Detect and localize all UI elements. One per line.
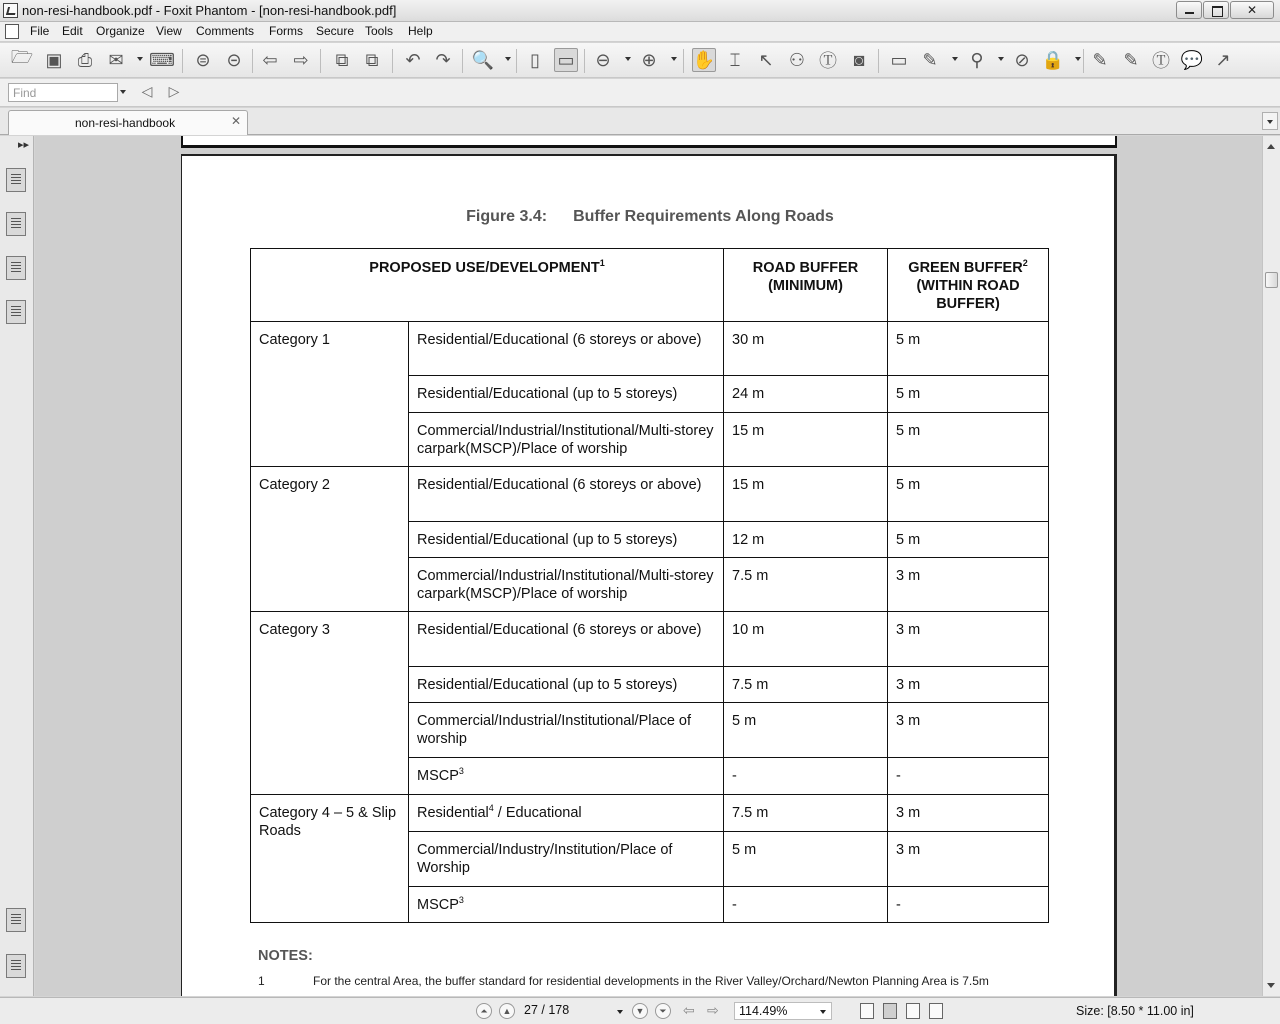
- buffer-requirements-table: [250, 248, 1049, 923]
- category-cell: Category 4 – 5 & Slip Roads: [251, 795, 409, 923]
- menu-file[interactable]: File: [30, 24, 50, 38]
- road-buffer-cell: 10 m: [724, 612, 888, 667]
- green-buffer-cell: 5 m: [888, 522, 1049, 558]
- close-tab-icon[interactable]: ✕: [230, 114, 241, 128]
- green-buffer-cell: 3 m: [888, 667, 1049, 703]
- green-buffer-cell: 5 m: [888, 467, 1049, 522]
- note-comment-icon[interactable]: 💬: [1180, 49, 1204, 70]
- green-buffer-cell: 5 m: [888, 322, 1049, 376]
- document-tab-label: non-resi-handbook: [75, 116, 176, 130]
- zoom-out-dropdown-icon[interactable]: [625, 57, 631, 61]
- zoom-tool-dropdown-icon[interactable]: [505, 57, 511, 61]
- green-buffer-cell: 5 m: [888, 376, 1049, 413]
- menu-bar: [0, 22, 1280, 42]
- email-dropdown-icon[interactable]: [137, 57, 143, 61]
- signatures-panel-icon[interactable]: [6, 256, 26, 280]
- last-page-icon[interactable]: ⏷: [655, 1003, 671, 1019]
- typewriter-icon[interactable]: Ⓣ: [819, 51, 837, 71]
- menu-help[interactable]: Help: [408, 24, 433, 38]
- zoom-level-field[interactable]: 114.49%: [734, 1002, 832, 1020]
- figure-caption: Buffer Requirements Along Roads: [573, 208, 834, 225]
- document-tab-strip: [0, 108, 1280, 135]
- scroll-up-icon[interactable]: [1267, 144, 1275, 149]
- page-number-dropdown-icon[interactable]: [617, 1010, 623, 1014]
- use-cell: Commercial/Industrial/Institutional/Place of worship: [409, 703, 724, 758]
- lock-dropdown-icon[interactable]: [1075, 57, 1081, 61]
- figure-number: Figure 3.4:: [466, 208, 548, 225]
- open-icon[interactable]: 🗁: [10, 47, 34, 67]
- use-cell: MSCP$^3$: [409, 887, 724, 923]
- toolbar-separator: [462, 49, 463, 73]
- find-bar: [0, 79, 1280, 107]
- foxit-app-icon[interactable]: [3, 3, 18, 18]
- green-buffer-cell: 3 m: [888, 612, 1049, 667]
- toolbar-separator: [320, 49, 321, 73]
- print-icon[interactable]: ⎙: [77, 49, 93, 70]
- road-buffer-cell: -: [724, 758, 888, 795]
- forward-arrow-icon[interactable]: ⇨: [293, 49, 309, 70]
- use-cell: Residential/Educational (6 storeys or above): [409, 612, 724, 667]
- select-pointer-icon[interactable]: ↖: [758, 49, 774, 70]
- stamp-area-icon[interactable]: ▭: [890, 49, 908, 70]
- sign-stamp-dropdown-icon[interactable]: [998, 57, 1004, 61]
- note-item: [258, 974, 1048, 988]
- road-buffer-cell: 7.5 m: [724, 795, 888, 832]
- table-row: [251, 612, 1049, 667]
- find-dropdown-icon[interactable]: [120, 90, 126, 94]
- extract-pages-icon[interactable]: ⧉: [365, 49, 379, 70]
- continuous-facing-icon[interactable]: [929, 1003, 943, 1019]
- road-buffer-cell: 7.5 m: [724, 667, 888, 703]
- pages-panel-icon[interactable]: [6, 168, 26, 192]
- scroll-thumb[interactable]: [1265, 272, 1278, 288]
- figure-title: [182, 208, 1118, 226]
- back-arrow-icon[interactable]: ⇦: [262, 49, 278, 70]
- category-cell: Category 2: [251, 467, 409, 612]
- sign-stamp-icon[interactable]: ⚲: [970, 49, 984, 70]
- window-title: non-resi-handbook.pdf - Foxit Phantom - [non-resi-handbook.pdf]: [22, 3, 397, 18]
- toolbar-separator: [252, 49, 253, 73]
- next-view-icon[interactable]: ⇨: [707, 1002, 719, 1018]
- redo-icon[interactable]: ↷: [435, 49, 451, 70]
- tab-list-dropdown-icon[interactable]: [1262, 112, 1278, 130]
- menu-view[interactable]: View: [156, 24, 182, 38]
- fit-page-icon[interactable]: ▯: [530, 49, 540, 70]
- continuous-page-icon[interactable]: [883, 1003, 897, 1019]
- email-icon[interactable]: ✉: [108, 49, 124, 70]
- table-row: [251, 322, 1049, 376]
- use-cell: Residential$^4$ / Educational: [409, 795, 724, 832]
- zoom-tool-icon[interactable]: 🔍: [471, 49, 495, 70]
- toolbar-separator: [1083, 49, 1084, 73]
- text-box-icon[interactable]: Ⓣ: [1152, 51, 1170, 71]
- toolbar-separator: [182, 49, 183, 73]
- previous-page-button-icon[interactable]: ▲: [499, 1003, 515, 1019]
- zoom-in-dropdown-icon[interactable]: [671, 57, 677, 61]
- scan-icon[interactable]: ⌨: [149, 49, 175, 70]
- edit-form-icon[interactable]: ✎: [922, 49, 938, 70]
- road-buffer-cell: 7.5 m: [724, 558, 888, 612]
- menu-secure[interactable]: Secure: [316, 24, 355, 38]
- expand-panel-icon[interactable]: ▸▸: [18, 139, 30, 151]
- road-buffer-cell: 5 m: [724, 703, 888, 758]
- use-cell: Commercial/Industrial/Institutional/Multi-storey carpark(MSCP)/Place of worship: [409, 413, 724, 467]
- insert-pages-icon[interactable]: ⧉: [335, 49, 349, 70]
- layers-panel-icon[interactable]: [6, 300, 26, 324]
- green-buffer-cell: 3 m: [888, 832, 1049, 887]
- edit-page-icon[interactable]: ✎: [1123, 49, 1139, 70]
- next-page-button-icon[interactable]: ▼: [632, 1003, 648, 1019]
- zoom-dropdown-icon[interactable]: [820, 1010, 826, 1014]
- undo-icon[interactable]: ↶: [405, 49, 421, 70]
- use-cell: Commercial/Industry/Institution/Place of Worship: [409, 832, 724, 887]
- toolbar-separator: [878, 49, 879, 73]
- green-buffer-cell: -: [888, 887, 1049, 923]
- road-buffer-cell: 15 m: [724, 413, 888, 467]
- green-buffer-cell: 3 m: [888, 558, 1049, 612]
- find-binoculars-icon[interactable]: ⚇: [788, 49, 806, 70]
- pdf-page: [181, 154, 1117, 996]
- header-green-buffer: GREEN BUFFER$^2$ (WITHIN ROAD BUFFER): [888, 249, 1049, 322]
- edit-form-dropdown-icon[interactable]: [952, 57, 958, 61]
- navigation-panel: [0, 136, 34, 996]
- previous-page-edge: [181, 136, 1117, 148]
- green-buffer-cell: 3 m: [888, 795, 1049, 832]
- use-cell: Residential/Educational (6 storeys or above): [409, 322, 724, 376]
- road-buffer-cell: 15 m: [724, 467, 888, 522]
- category-cell: Category 3: [251, 612, 409, 795]
- maximize-button[interactable]: [1203, 1, 1229, 19]
- green-buffer-cell: -: [888, 758, 1049, 795]
- use-cell: Residential/Educational (up to 5 storeys): [409, 522, 724, 558]
- toolbar-separator: [683, 49, 684, 73]
- use-cell: Commercial/Industrial/Institutional/Multi-storey carpark(MSCP)/Place of worship: [409, 558, 724, 612]
- road-buffer-cell: -: [724, 887, 888, 923]
- table-row: [251, 795, 1049, 832]
- notes-section: [258, 948, 1048, 988]
- toolbar-separator: [584, 49, 585, 73]
- toolbar-separator: [392, 49, 393, 73]
- bookmarks-panel-icon[interactable]: [6, 212, 26, 236]
- find-input[interactable]: [8, 83, 118, 102]
- header-road-buffer: ROAD BUFFER (MINIMUM): [724, 249, 888, 322]
- edit-document-icon[interactable]: ✎: [1092, 49, 1108, 70]
- note-number: 1: [258, 974, 265, 988]
- hand-tool-icon[interactable]: ✋: [692, 48, 716, 72]
- zoom-in-icon[interactable]: ⊕: [641, 49, 657, 70]
- comments-panel-icon[interactable]: [6, 908, 26, 932]
- page-size-readout: Size: [8.50 * 11.00 in]: [1076, 1004, 1194, 1018]
- previous-view-icon[interactable]: ⇦: [683, 1002, 695, 1018]
- find-previous-icon[interactable]: ◁: [141, 83, 153, 99]
- notes-heading: NOTES:: [258, 948, 313, 964]
- toolbar-separator: [516, 49, 517, 73]
- main-toolbar: [0, 43, 1280, 78]
- vertical-scrollbar[interactable]: [1262, 136, 1280, 996]
- close-window-button[interactable]: [1230, 1, 1274, 19]
- use-cell: Residential/Educational (up to 5 storeys): [409, 667, 724, 703]
- menu-organize[interactable]: Organize: [96, 24, 145, 38]
- title-bar: [0, 0, 1280, 22]
- menu-tools[interactable]: Tools: [365, 24, 394, 38]
- minimize-button[interactable]: [1176, 1, 1202, 19]
- save-icon[interactable]: ▣: [45, 49, 63, 70]
- road-buffer-cell: 12 m: [724, 522, 888, 558]
- menu-comments[interactable]: Comments: [196, 24, 255, 38]
- fit-width-icon[interactable]: ▭: [554, 48, 578, 72]
- green-buffer-cell: 3 m: [888, 703, 1049, 758]
- previous-page-icon[interactable]: ⊜: [195, 49, 211, 70]
- document-tab[interactable]: [8, 110, 248, 135]
- lock-icon[interactable]: 🔒: [1041, 49, 1065, 70]
- use-cell: Residential/Educational (6 storeys or above): [409, 467, 724, 522]
- document-viewport[interactable]: [35, 136, 1262, 996]
- status-bar: [0, 997, 1280, 1024]
- single-page-icon[interactable]: [860, 1003, 874, 1019]
- road-buffer-cell: 30 m: [724, 322, 888, 376]
- note-text: For the central Area, the buffer standard for residential developments in the River Valley/Orchard/Newton Planning Area is 7.5m: [313, 974, 989, 988]
- arrow-tool-icon[interactable]: ↗: [1215, 49, 1231, 70]
- menu-edit[interactable]: Edit: [62, 24, 83, 38]
- facing-pages-icon[interactable]: [906, 1003, 920, 1019]
- select-text-icon[interactable]: ⌶: [729, 49, 741, 70]
- find-next-icon[interactable]: ▷: [168, 83, 180, 99]
- road-buffer-cell: 5 m: [724, 832, 888, 887]
- zoom-out-icon[interactable]: ⊖: [595, 49, 611, 70]
- document-menu-icon[interactable]: [5, 24, 19, 39]
- first-page-icon[interactable]: ⏶: [476, 1003, 492, 1019]
- page-number-field[interactable]: 27 / 178: [524, 1003, 570, 1017]
- use-cell: Residential/Educational (up to 5 storeys): [409, 376, 724, 413]
- menu-forms[interactable]: Forms: [269, 24, 303, 38]
- next-page-icon[interactable]: ⊝: [226, 49, 242, 70]
- scroll-down-icon[interactable]: [1267, 983, 1275, 988]
- attachments-panel-icon[interactable]: [6, 954, 26, 978]
- header-proposed-use: PROPOSED USE/DEVELOPMENT$^1$: [251, 249, 724, 322]
- redact-icon[interactable]: ⊘: [1014, 49, 1030, 70]
- use-cell: MSCP$^3$: [409, 758, 724, 795]
- category-cell: Category 1: [251, 322, 409, 467]
- table-row: [251, 467, 1049, 522]
- snapshot-icon[interactable]: ◙: [853, 49, 865, 70]
- road-buffer-cell: 24 m: [724, 376, 888, 413]
- green-buffer-cell: 5 m: [888, 413, 1049, 467]
